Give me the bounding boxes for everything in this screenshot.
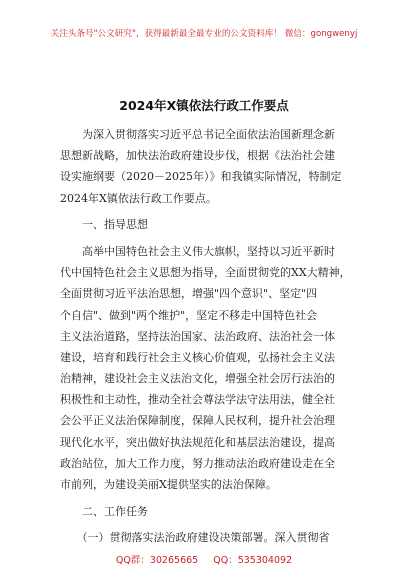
paragraph-line: 市前列，为建设美丽X提供坚实的法治保障。 <box>60 478 277 491</box>
paragraph-line-first: 高举中国特色社会主义伟大旗帜，坚持以习近平新时 <box>60 244 335 258</box>
paragraph-line: 设实施纲要（2020－2025年）》和我镇实际情况，特制定 <box>60 170 342 184</box>
footer-contact <box>0 552 408 566</box>
footer-qq-group: QQ群：30265665 <box>115 555 199 566</box>
document-title: 2024年X镇依法行政工作要点 <box>119 98 289 113</box>
paragraph-line: 2024年X镇依法行政工作要点。 <box>60 191 217 205</box>
paragraph-line: 主义法治道路，坚持法治国家、法治政府、法治社会一体 <box>60 329 335 343</box>
paragraph-line-first: 二、工作任务 <box>60 504 148 518</box>
paragraph-line-first: （一）贯彻落实法治政府建设决策部署。深入贯彻省 <box>60 531 330 545</box>
header-promo-note: 关注头条号"公文研究"，获得最新最全最专业的公文资料库！ 微信：gongwenyj <box>50 29 358 39</box>
paragraph-line-first: 为深入贯彻落实习近平总书记全面依法治国新理念新 <box>60 128 335 141</box>
paragraph-line: 全面贯彻习近平法治思想，增强"四个意识"、坚定"四 <box>60 287 318 301</box>
paragraph-line: 思想新战略，加快法治政府建设步伐，根据《法治社会建 <box>60 149 335 163</box>
paragraph-line: 现代化水平，突出做好执法规范化和基层法治建设，提高 <box>60 435 335 449</box>
paragraph-line: 治精神，建设社会主义法治文化，增强全社会厉行法治的 <box>60 372 335 386</box>
paragraph-line: 个自信"、做到"两个维护"，坚定不移走中国特色社会 <box>60 308 318 322</box>
paragraph-line-first: 一、指导思想 <box>60 218 148 232</box>
paragraph-line: 代中国特色社会主义思想为指导，全面贯彻党的XX大精神， <box>60 266 351 280</box>
paragraph-line: 政治站位，加大工作力度，努力推动法治政府建设走在全 <box>60 456 335 470</box>
paragraph-line: 积极性和主动性，推动全社会尊法学法守法用法，健全社 <box>60 393 335 407</box>
paragraph-line: 建设，培育和践行社会主义核心价值观，弘扬社会主义法 <box>60 350 335 364</box>
paragraph-line: 会公平正义法治保障制度，保障人民权利，提升社会治理 <box>60 414 335 428</box>
document-body <box>60 124 352 549</box>
footer-qq-number: QQ：535304092 <box>213 555 293 566</box>
